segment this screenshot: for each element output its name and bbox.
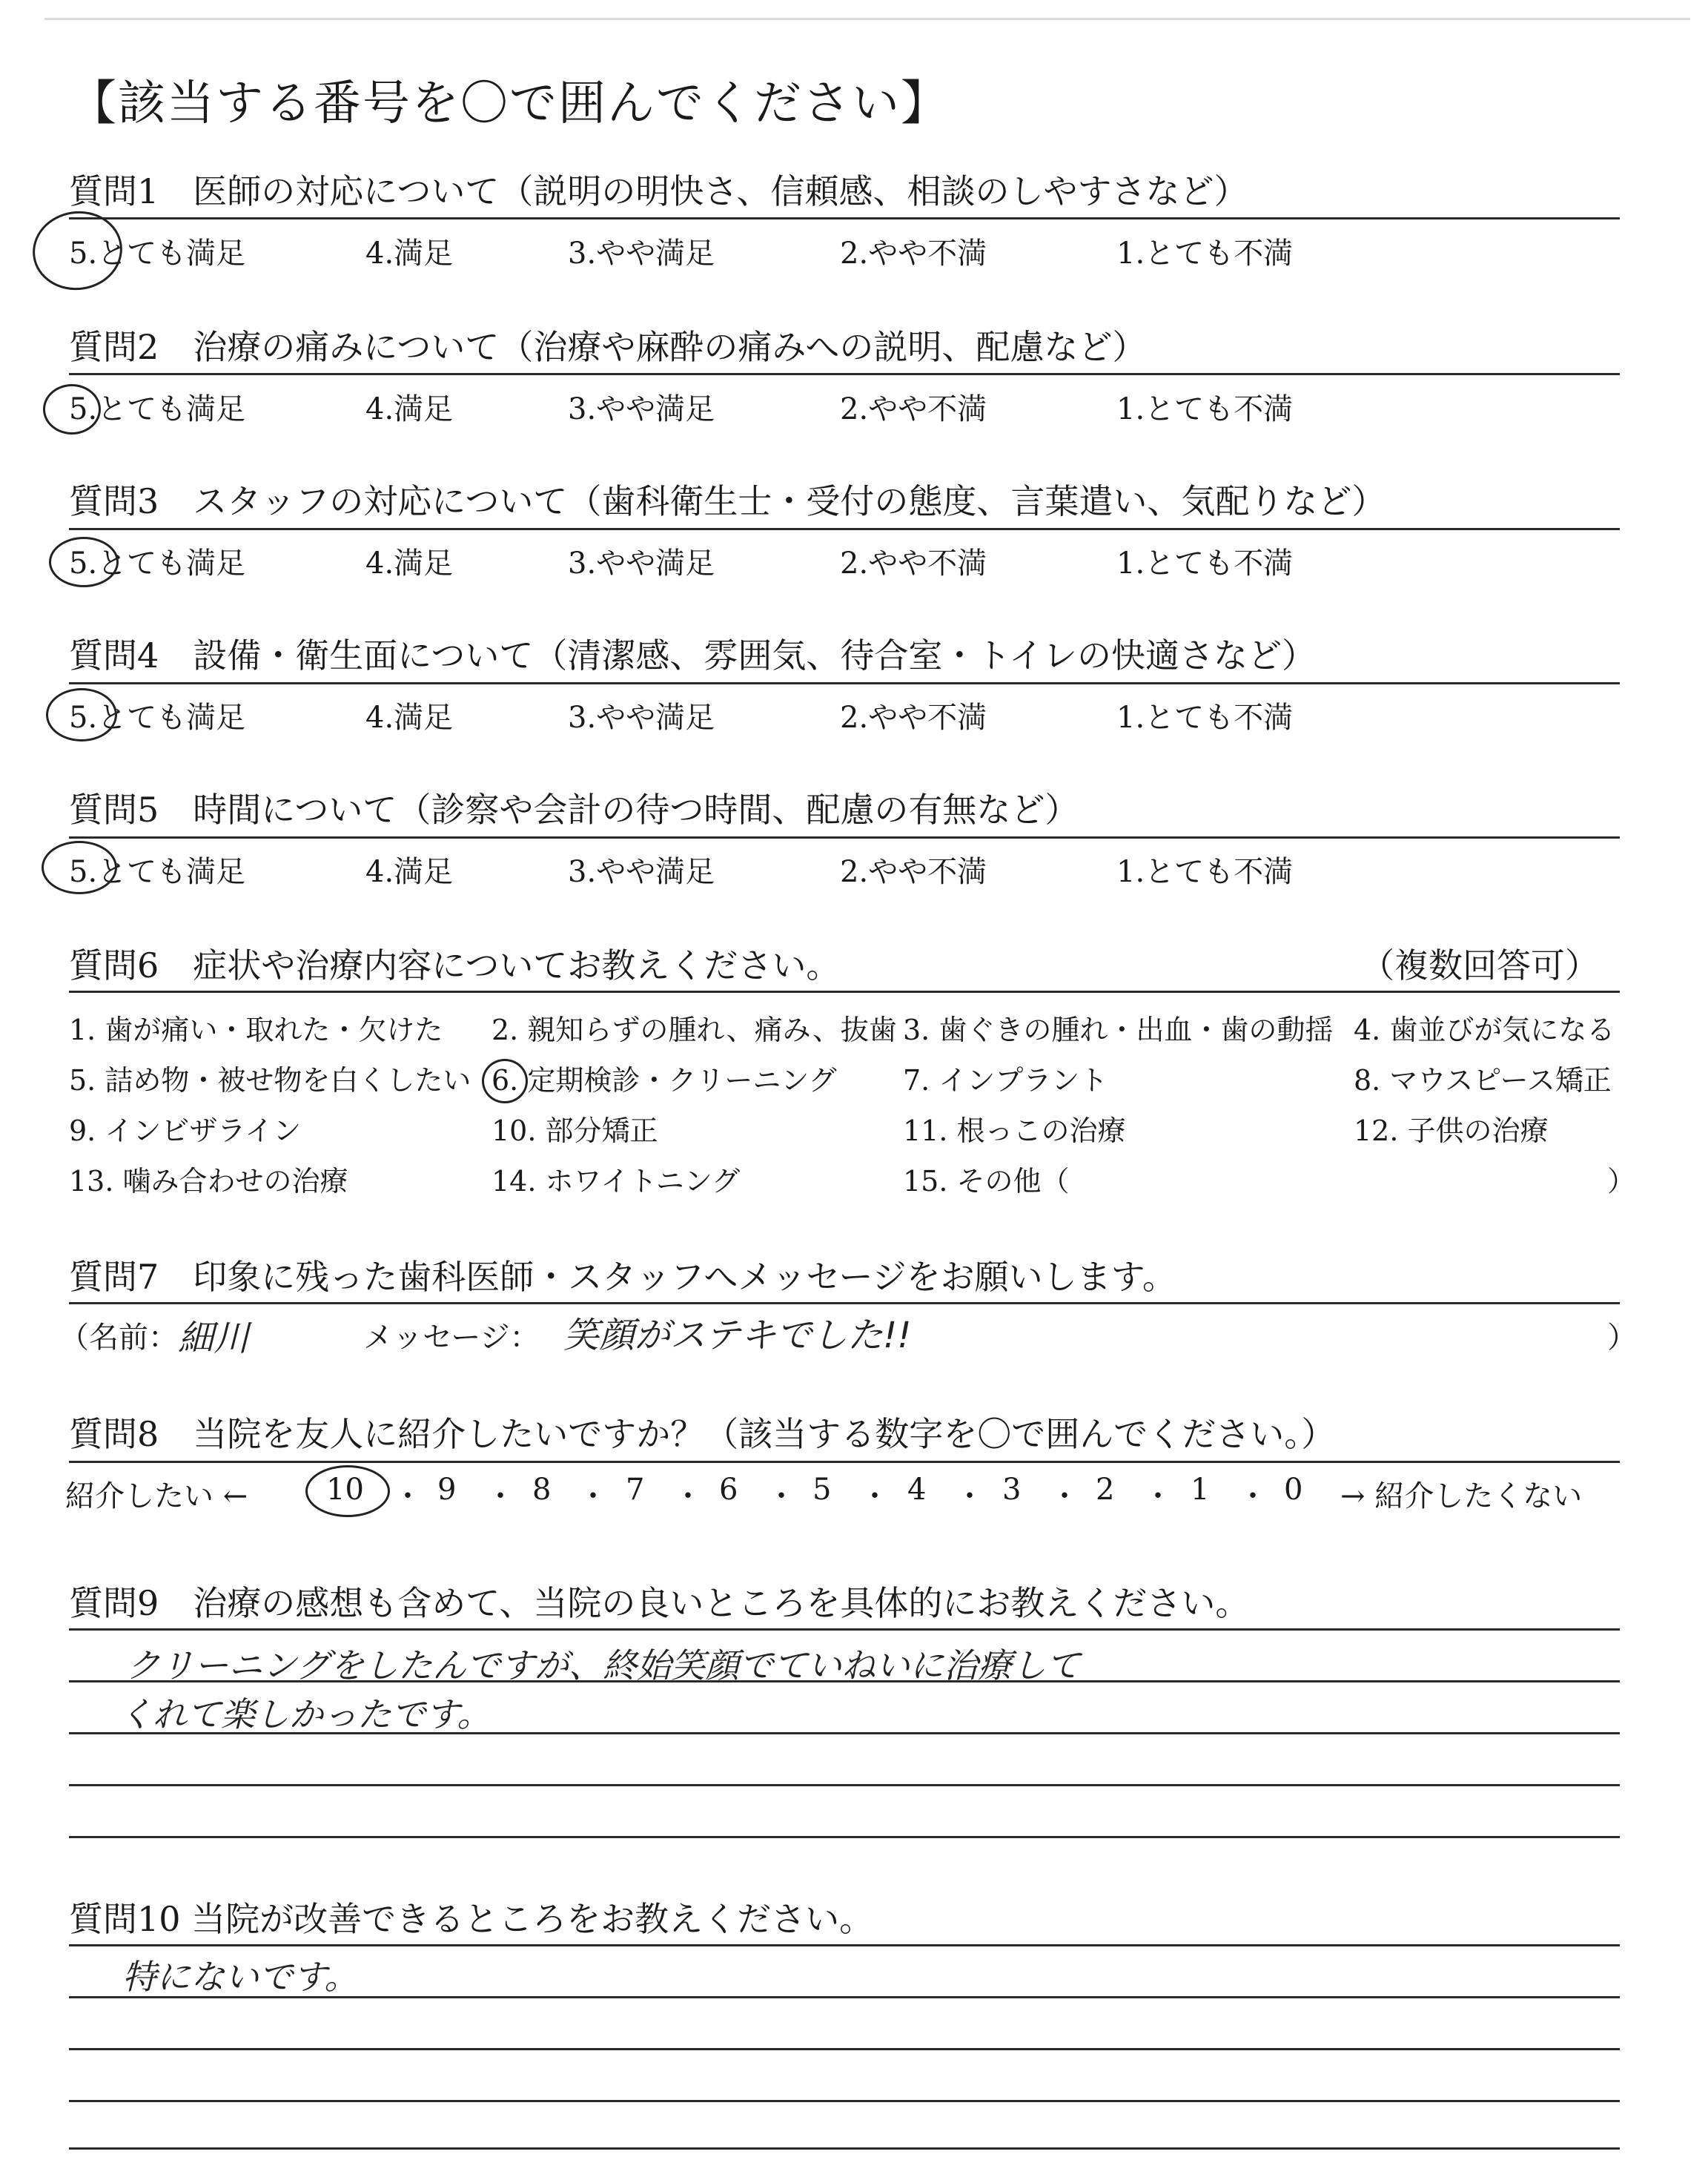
q8-dot: ・ — [578, 1479, 608, 1513]
q5-option-3[interactable]: 3.やや満足 — [568, 855, 715, 889]
q7-name-value[interactable]: 細川 — [178, 1318, 250, 1359]
q6-option-15[interactable]: 15. その他（ — [903, 1165, 1070, 1198]
q8-value-6[interactable]: 6 — [719, 1473, 738, 1507]
q5-option-1[interactable]: 1.とても不満 — [1116, 855, 1294, 889]
q10-answer-line-1[interactable]: 特にないです。 — [122, 1957, 359, 1997]
q6-option-11[interactable]: 11. 根っこの治療 — [903, 1114, 1126, 1147]
q8-value-0[interactable]: 0 — [1284, 1473, 1303, 1507]
q6-option-12[interactable]: 12. 子供の治療 — [1354, 1114, 1549, 1147]
question-4-rule — [69, 682, 1620, 684]
q6-option-4[interactable]: 4. 歯並びが気になる — [1354, 1014, 1615, 1046]
q6-option-14[interactable]: 14. ホワイトニング — [491, 1165, 741, 1198]
q6-selection-circle — [482, 1059, 528, 1103]
q6-option-9[interactable]: 9. インビザライン — [69, 1114, 302, 1147]
question-7-rule — [69, 1302, 1620, 1304]
q6-option-5[interactable]: 5. 詰め物・被せ物を白くしたい — [69, 1064, 471, 1097]
q8-dot: ・ — [393, 1479, 423, 1513]
question-10-title: 質問10 当院が改善できるところをお教えください。 — [69, 1899, 874, 1939]
q7-name-label: （名前： — [59, 1321, 178, 1355]
q6-option-3[interactable]: 3. 歯ぐきの腫れ・出血・歯の動揺 — [903, 1014, 1334, 1046]
question-8-rule — [69, 1461, 1620, 1463]
question-2-rule — [69, 373, 1620, 375]
q8-dot: ・ — [673, 1479, 703, 1513]
q8-value-5[interactable]: 5 — [812, 1473, 832, 1507]
q4-option-3[interactable]: 3.やや満足 — [568, 701, 715, 735]
q2-option-3[interactable]: 3.やや満足 — [568, 392, 715, 426]
q6-option-1[interactable]: 1. 歯が痛い・取れた・欠けた — [69, 1014, 443, 1046]
q8-value-9[interactable]: 9 — [437, 1473, 457, 1507]
q8-value-7[interactable]: 7 — [626, 1473, 645, 1507]
q4-selection-circle — [46, 688, 117, 742]
q8-value-1[interactable]: 1 — [1191, 1473, 1210, 1507]
q6-option-10[interactable]: 10. 部分矯正 — [491, 1114, 658, 1147]
q2-option-2[interactable]: 2.やや不満 — [840, 392, 987, 426]
q3-option-2[interactable]: 2.やや不満 — [840, 546, 987, 581]
q8-dot: ・ — [1143, 1479, 1173, 1513]
q8-dot: ・ — [1238, 1479, 1268, 1513]
q3-option-3[interactable]: 3.やや満足 — [568, 546, 715, 581]
q2-option-5[interactable]: 5.とても満足 — [69, 392, 246, 426]
question-6-rule — [69, 991, 1620, 993]
question-3-title: 質問3 スタッフの対応について（歯科衛生士・受付の態度、言葉遣い、気配りなど） — [69, 481, 1386, 521]
q1-option-2[interactable]: 2.やや不満 — [840, 237, 987, 271]
question-6-note: （複数回答可） — [1360, 945, 1599, 985]
q3-option-4[interactable]: 4.満足 — [365, 546, 454, 581]
q6-option-7[interactable]: 7. インプラント — [903, 1064, 1108, 1097]
q2-option-4[interactable]: 4.満足 — [365, 392, 454, 426]
q8-value-4[interactable]: 4 — [907, 1473, 927, 1507]
q9-line-1 — [69, 1628, 1620, 1631]
q5-option-5[interactable]: 5.とても満足 — [69, 855, 246, 889]
q8-right-label: → 紹介したくない — [1340, 1479, 1583, 1513]
q10-line-4 — [69, 2100, 1620, 2102]
q6-option-15-close: ） — [1607, 1165, 1636, 1198]
q8-dot: ・ — [1050, 1479, 1079, 1513]
question-4-title: 質問4 設備・衛生面について（清潔感、雰囲気、待合室・トイレの快適さなど） — [69, 635, 1317, 676]
question-8-title: 質問8 当院を友人に紹介したいですか？（該当する数字を〇で囲んでください。） — [69, 1414, 1336, 1454]
q6-option-13[interactable]: 13. 噛み合わせの治療 — [69, 1165, 348, 1198]
question-1-rule — [69, 217, 1620, 219]
q6-option-8[interactable]: 8. マウスピース矯正 — [1354, 1064, 1612, 1097]
q3-selection-circle — [49, 537, 119, 587]
q1-option-3[interactable]: 3.やや満足 — [568, 237, 715, 271]
q1-option-4[interactable]: 4.満足 — [365, 237, 454, 271]
q8-left-label: 紹介したい ← — [65, 1479, 248, 1513]
form-heading: 【該当する番号を〇で囲んでください】 — [69, 76, 950, 131]
q8-value-3[interactable]: 3 — [1002, 1473, 1022, 1507]
q8-dot: ・ — [860, 1479, 890, 1513]
q8-value-10[interactable]: 10 — [326, 1473, 364, 1507]
q6-option-6[interactable]: 6. 定期検診・クリーニング — [491, 1064, 837, 1097]
q8-dot: ・ — [767, 1479, 796, 1513]
question-5-rule — [69, 836, 1620, 839]
q7-message-label: メッセージ： — [363, 1321, 540, 1355]
q4-option-1[interactable]: 1.とても不満 — [1116, 701, 1294, 735]
q8-value-8[interactable]: 8 — [532, 1473, 552, 1507]
top-border — [44, 18, 1690, 20]
question-2-title: 質問2 治療の痛みについて（治療や麻酔の痛みへの説明、配慮など） — [69, 327, 1147, 367]
q1-option-1[interactable]: 1.とても不満 — [1116, 237, 1294, 271]
q4-option-4[interactable]: 4.満足 — [365, 701, 454, 735]
q9-line-4 — [69, 1784, 1620, 1786]
question-5-title: 質問5 時間について（診察や会計の待つ時間、配慮の有無など） — [69, 790, 1079, 830]
q8-dot: ・ — [955, 1479, 984, 1513]
q4-option-2[interactable]: 2.やや不満 — [840, 701, 987, 735]
q9-line-5 — [69, 1836, 1620, 1838]
question-6-title: 質問6 症状や治療内容についてお教えください。 — [69, 945, 841, 985]
q9-answer-line-1[interactable]: クリーニングをしたんですが、終始笑顔でていねいに治療して — [126, 1645, 1081, 1685]
q8-selection-circle — [305, 1465, 390, 1517]
q5-option-4[interactable]: 4.満足 — [365, 855, 454, 889]
q2-option-1[interactable]: 1.とても不満 — [1116, 392, 1294, 426]
q8-value-2[interactable]: 2 — [1096, 1473, 1115, 1507]
q3-option-1[interactable]: 1.とても不満 — [1116, 546, 1294, 581]
q6-option-2[interactable]: 2. 親知らずの腫れ、痛み、抜歯 — [491, 1014, 897, 1046]
q7-close-paren: ） — [1607, 1321, 1637, 1355]
q9-answer-line-2[interactable]: くれて楽しかったです。 — [119, 1694, 491, 1734]
question-1-title: 質問1 医師の対応について（説明の明快さ、信頼感、相談のしやすさなど） — [69, 171, 1248, 211]
question-9-title: 質問9 治療の感想も含めて、当院の良いところを具体的にお教えください。 — [69, 1583, 1250, 1623]
q4-option-5[interactable]: 5.とても満足 — [69, 701, 246, 735]
q2-selection-circle — [43, 384, 101, 435]
q7-message-value[interactable]: 笑顔がステキでした!! — [563, 1315, 912, 1356]
q5-option-2[interactable]: 2.やや不満 — [840, 855, 987, 889]
q5-selection-circle — [42, 841, 117, 894]
question-7-title: 質問7 印象に残った歯科医師・スタッフへメッセージをお願いします。 — [69, 1257, 1176, 1297]
q10-line-5 — [69, 2147, 1620, 2150]
q8-dot: ・ — [486, 1479, 515, 1513]
q3-option-5[interactable]: 5.とても満足 — [69, 546, 246, 581]
question-3-rule — [69, 528, 1620, 530]
q10-line-1 — [69, 1944, 1620, 1946]
q10-line-3 — [69, 2048, 1620, 2050]
q1-option-5[interactable]: 5.とても満足 — [69, 237, 246, 271]
